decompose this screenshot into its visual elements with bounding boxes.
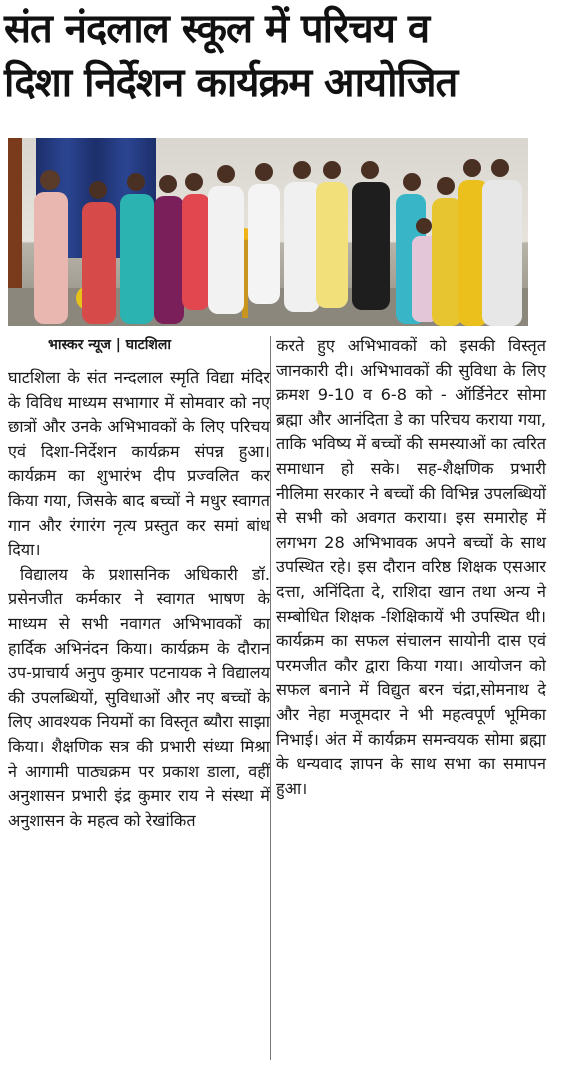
headline-line-2: दिशा निर्देशन कार्यक्रम आयोजित xyxy=(4,60,458,106)
article-paragraph-3: करते हुए अभिभावकों को इसकी विस्तृत जानकारी दी। अभिभावकों की सुविधा के लिए क्रमश 9-10 व 6-8 को - ऑर्डिनेटर सोमा ब्रह्मा और आनंदिता डे का परिचय कराया गया, ताकि भविष्य में बच्चों की समस्याओं का त्वरित समाधान हो सके। सह-शैक्षणिक प्रभारी नीलिमा सरकार ने बच्चों की विभिन्न उपलब्धियों से सभी को अवगत कराया। इस समारोह में लगभग 28 अभिभावक अपने बच्चों के साथ उपस्थित रहे। इस दौरान वरिष्ठ शिक्षक एसआर दत्ता, अनिंदिता दे, राशिदा खान तथा अन्य ने सम्बोधित शिक्षक -शिक्षिकायें भी उपस्थित थी। कार्यक्रम का सफल संचालन सायोनी दास एवं परमजीत कौर द्वारा किया गया। आयोजन को सफल बनाने में विद्युत बरन चंद्रा,सोमनाथ दे और नेहा मजूमदार ने भी महत्वपूर्ण भूमिका निभाई। अंत में कार्यक्रम समन्वयक सोमा ब्रह्मा के धन्यवाद ज्ञापन के साथ सभा का समापन हुआ। xyxy=(276,336,546,798)
article-paragraph-2: विद्यालय के प्रशासनिक अधिकारी डॉ. प्रसेनजीत कर्मकार ने स्वागत भाषण के माध्यम से सभी नवागत अभिभावकों का हार्दिक अभिनंदन किया। कार्यक्रम के दौरान उप-प्राचार्य अनुप कुमार पटनायक ने विद्यालय की उपलब्धियों, सुविधाओं और नए बच्चों के लिए आवश्यक नियमों का विस्तृत ब्यौरा साझा किया। शैक्षणिक सत्र की प्रभारी संध्या मिश्रा ने आगामी पाठ्यक्रम पर प्रकाश डाला, वहीं अनुशासन प्रभारी इंद्र कुमार राय ने संस्था में अनुशासन के महत्व को रेखांकित xyxy=(8,564,270,830)
article-paragraph-1: घाटशिला के संत नन्दलाल स्मृति विद्या मंदिर के विविध माध्यम सभागार में सोमवार को नए छात्रों और उनके अभिभावकों के लिए परिचय एवं दिशा-निर्देशन कार्यक्रम संपन्न हुआ। कार्यक्रम का शुभारंभ दीप प्रज्वलित कर किया गया, जिसके बाद बच्चों ने मधुर स्वागत गान और रंगारंग नृत्य प्रस्तुत कर समां बांध दिया। xyxy=(8,368,270,560)
article-column-right xyxy=(276,334,546,801)
headline-line-1: संत नंदलाल स्कूल में परिचय व xyxy=(4,6,430,52)
article-column-left xyxy=(8,334,270,833)
headline xyxy=(4,2,568,110)
people-illustration xyxy=(8,138,528,326)
group-photo xyxy=(8,138,528,326)
dateline: भास्कर न्यूज | घाटशिला xyxy=(48,337,171,353)
column-divider xyxy=(270,336,271,1060)
